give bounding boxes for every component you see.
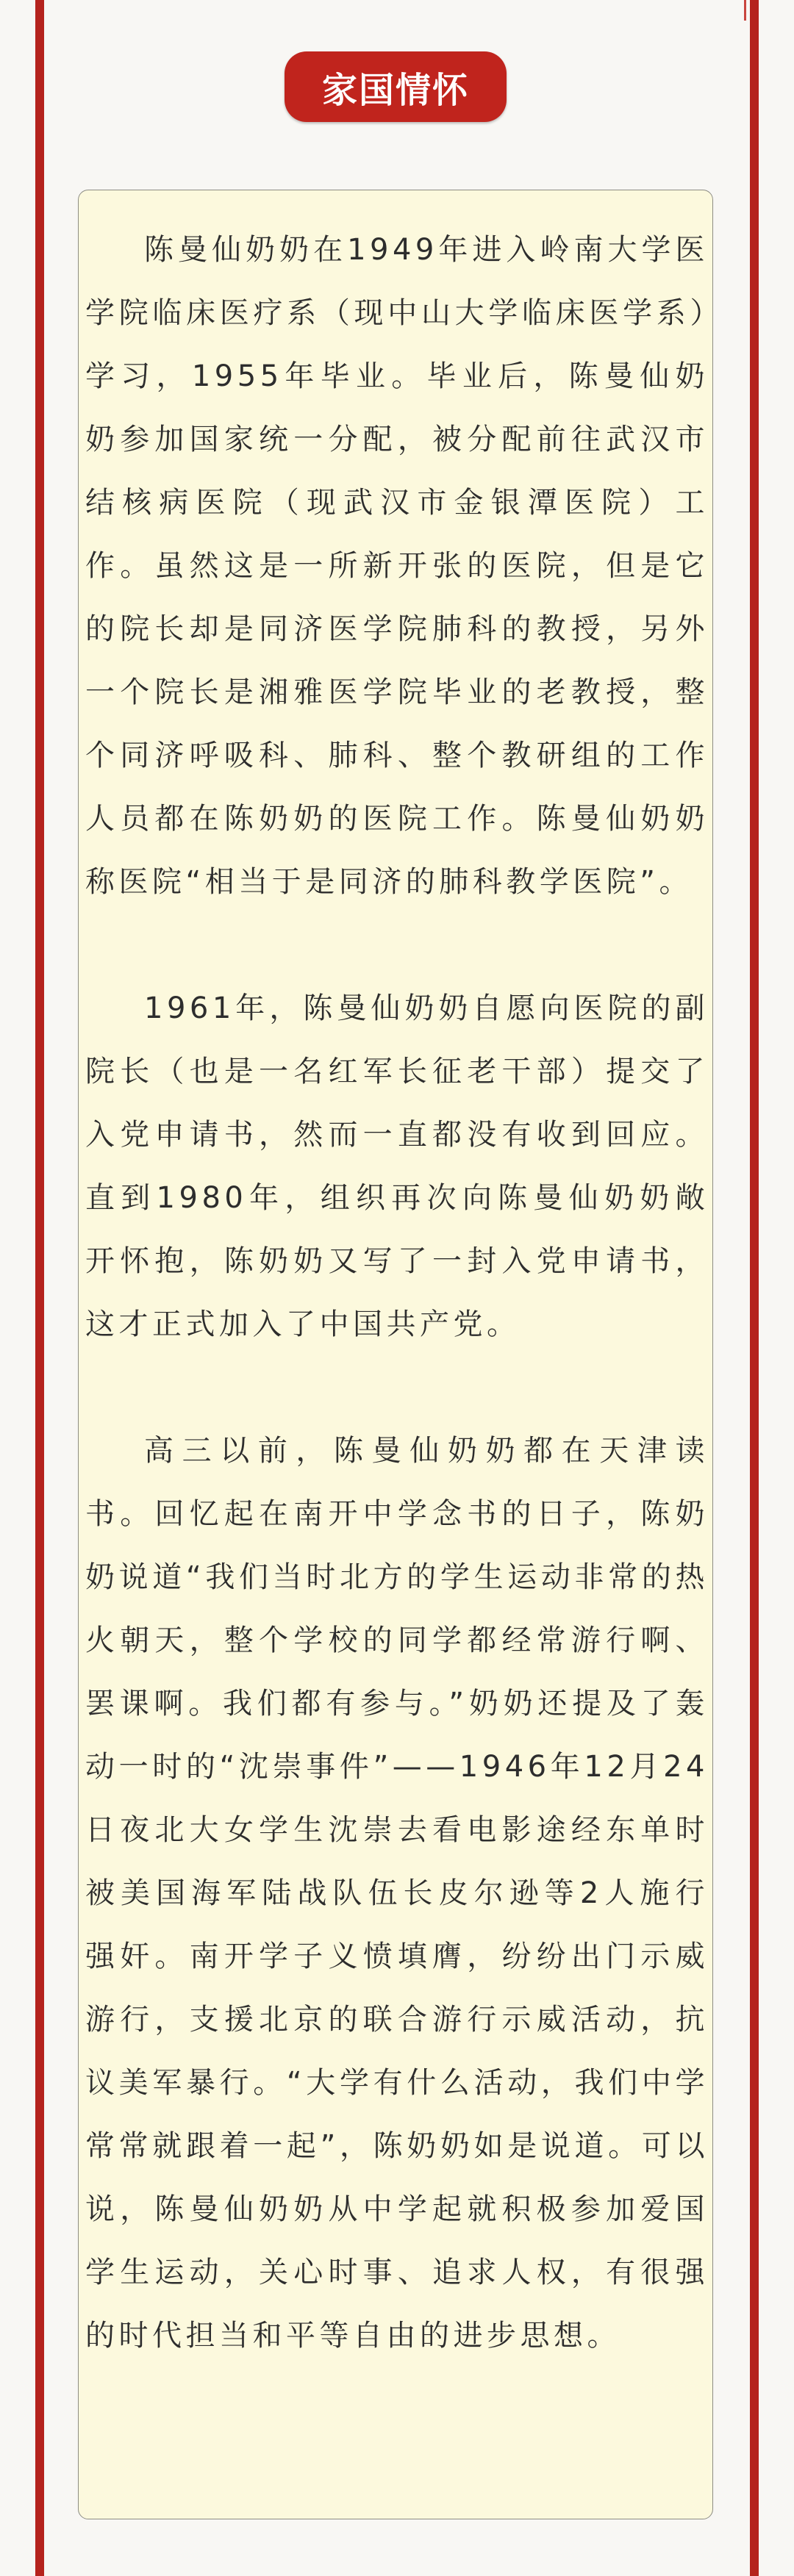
article-body xyxy=(85,190,709,2367)
article-paragraph-2: 1961年，陈曼仙奶奶自愿向医院的副院长（也是一名红军长征老干部）提交了入党申请书，然而一直都没有收到回应。直到1980年，组织再次向陈曼仙奶奶敞开怀抱，陈奶奶又写了一封入党申请书，这才正式加入了中国共产党。 xyxy=(85,991,709,1341)
left-border-rail xyxy=(35,0,44,2576)
article-paragraph-3: 高三以前，陈曼仙奶奶都在天津读书。回忆起在南开中学念书的日子，陈奶奶说道“我们当时北方的学生运动非常的热火朝天，整个学校的同学都经常游行啊、罢课啊。我们都有参与。”奶奶还提及了轰动一时的“沈崇事件”——1946年12月24日夜北大女学生沈崇去看电影途经东单时被美国海军陆战队伍长皮尔逊等2人施行强奸。南开学子义愤填膺，纷纷出门示威游行，支援北京的联合游行示威活动，抗议美军暴行。“大学有什么活动，我们中学常常就跟着一起”，陈奶奶如是说道。可以说，陈曼仙奶奶从中学起就积极参加爱国学生运动，关心时事、追求人权，有很强的时代担当和平等自由的进步思想。 xyxy=(85,1434,709,2353)
section-title: 家国情怀 xyxy=(321,69,469,111)
right-border-accent xyxy=(744,0,746,21)
right-border-rail xyxy=(750,0,759,2576)
section-title-badge xyxy=(285,51,507,122)
article-paragraph-1: 陈曼仙奶奶在1949年进入岭南大学医学院临床医疗系（现中山大学临床医学系）学习，1955年毕业。毕业后，陈曼仙奶奶参加国家统一分配，被分配前往武汉市结核病医院（现武汉市金银潭医院）工作。虽然这是一所新开张的医院，但是它的院长却是同济医学院肺科的教授，另外一个院长是湘雅医学院毕业的老教授，整个同济呼吸科、肺科、整个教研组的工作人员都在陈奶奶的医院工作。陈曼仙奶奶称医院“相当于是同济的肺科教学医院”。 xyxy=(85,233,709,899)
